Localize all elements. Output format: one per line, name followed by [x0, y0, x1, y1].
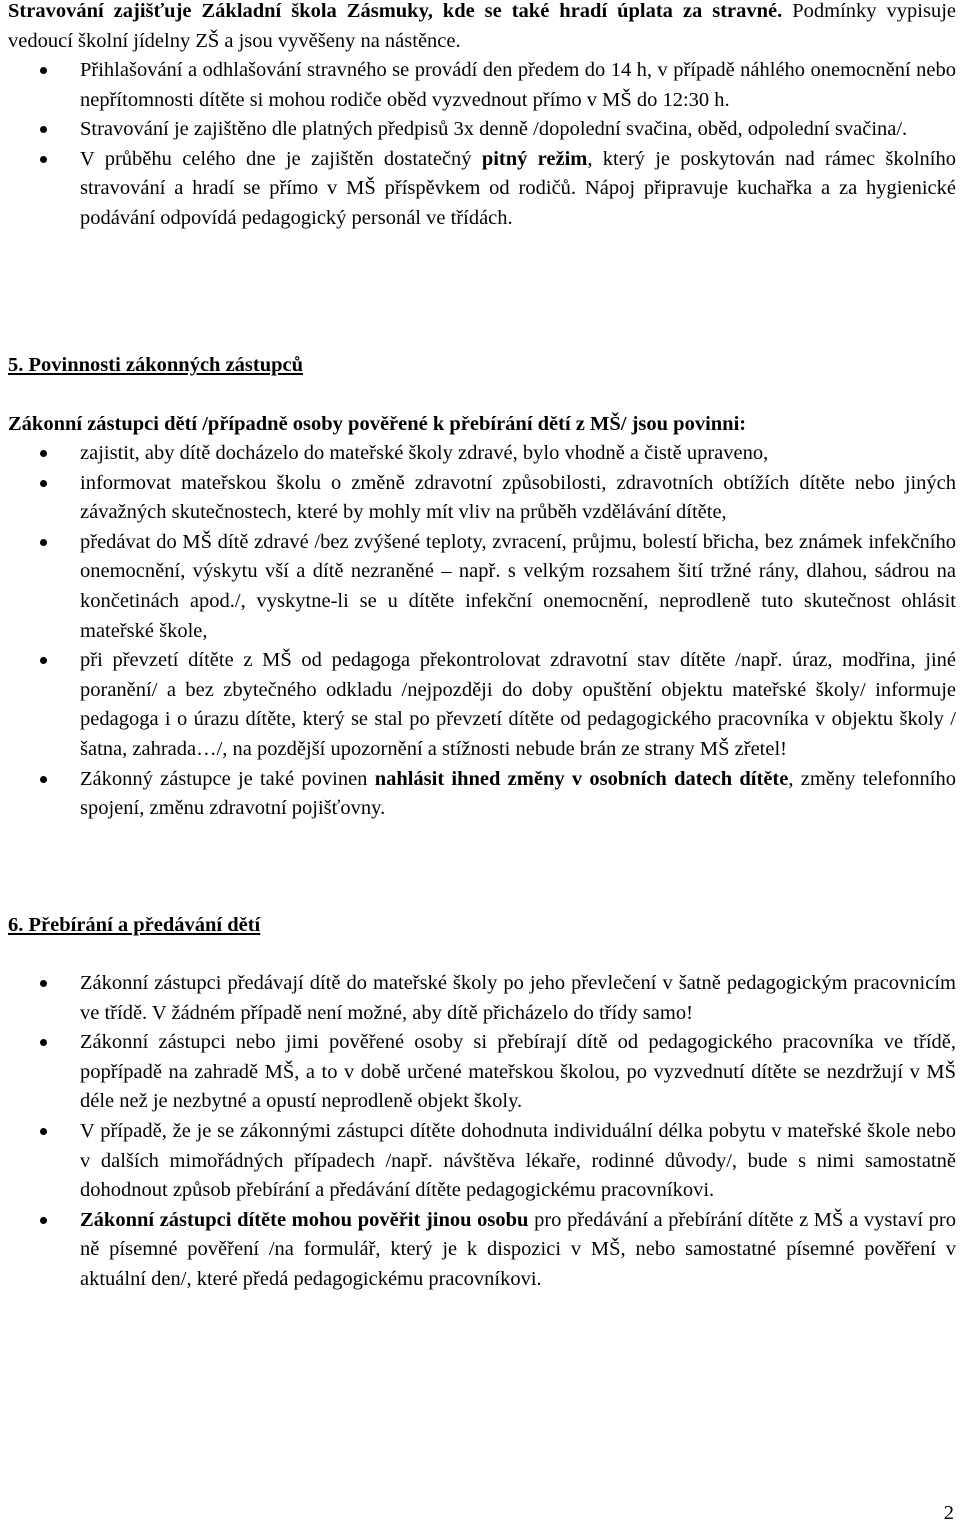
bullet-icon [40, 480, 47, 487]
drinking-regime-bold: pitný režim [481, 147, 588, 170]
bullet-icon [40, 156, 47, 163]
list-item: při převzetí dítěte z MŠ od pedagoga překontrolovat zdravotní stav dítěte /např. úraz, modřina, jiné poranění/ a bez zbytečného odkladu /nejpozději do doby opuštění objektu mateřské školy/ informuje pedagoga i o úrazu dítěte, který se stal po převzetí dítěte od pedagogického pracovníka v objektu školy /šatna, zahrada…/, na pozdější upozornění a stížnosti nebude brán ze strany MŠ zřetel! [8, 646, 956, 764]
bullet-icon [40, 450, 47, 457]
intro-normal-text: Podmínky vypisuje vedoucí školní jídelny ZŠ a jsou vyvěšeny na nástěnce. [8, 0, 957, 52]
bullet-icon [40, 67, 47, 74]
list-item: Zákonní zástupci dítěte mohou pověřit jinou osobu pro předávání a přebírání dítěte z MŠ a vystaví pro ně písemné pověření /na formulář, který je k dispozici v MŠ, nebo samostatné písemné pověření v aktuální den/, které předá pedagogickému pracovníkovi. [8, 1206, 956, 1295]
authorize-person-bold: Zákonní zástupci dítěte mohou pověřit jinou osobu [80, 1208, 529, 1231]
bullet-icon [40, 1217, 47, 1224]
list-item: Stravování je zajištěno dle platných předpisů 3x denně /dopolední svačina, oběd, odpolední svačina/. [8, 115, 956, 145]
report-changes-bold: nahlásit ihned změny v osobních datech dítěte [374, 767, 789, 790]
intro-paragraph [8, 0, 956, 56]
intro-bold-text: Stravování zajišťuje Základní škola Zásmuky, kde se také hradí úplata za stravné. [8, 0, 783, 22]
list-item: předávat do MŠ dítě zdravé /bez zvýšené teploty, zvracení, průjmu, bolestí břicha, bez známek infekčního onemocnění, výskytu vší a dítě nezraněné – např. s velkým rozsahem šití tržné rány, dlahou, sádrou na končetinách apod./, vyskytne-li se u dítěte infekční onemocnění, neprodleně tuto skutečnost ohlásit mateřské škole, [8, 528, 956, 646]
list-item: V případě, že je se zákonnými zástupci dítěte dohodnuta individuální délka pobytu v mateřské škole nebo v dalších mimořádných případech /např. návštěva lékaře, rodinné důvody/, bude s nimi samostatně dohodnout způsob přebírání a předávání dítěte pedagogickému pracovníkovi. [8, 1117, 956, 1206]
list-item: Přihlašování a odhlašování stravného se provádí den předem do 14 h, v případě náhlého onemocnění nebo nepřítomnosti dítěte si mohou rodiče oběd vyzvednout přímo v MŠ do 12:30 h. [8, 56, 956, 115]
list-item: Zákonní zástupci předávají dítě do mateřské školy po jeho převlečení v šatně pedagogickým pracovnicím ve třídě. V žádném případě není možné, aby dítě přicházelo do třídy samo! [8, 969, 956, 1028]
list-item: zajistit, aby dítě docházelo do mateřské školy zdravé, bylo vhodně a čistě upraveno, [8, 439, 956, 469]
bullet-icon [40, 1128, 47, 1135]
section-5-heading: 5. Povinnosti zákonných zástupců [8, 354, 304, 376]
list-item: Zákonný zástupce je také povinen nahlásit ihned změny v osobních datech dítěte, změny telefonního spojení, změnu zdravotní pojišťovny. [8, 765, 956, 824]
section-6-heading: 6. Přebírání a předávání dětí [8, 914, 261, 936]
section-5-subheading: Zákonní zástupci dětí /případně osoby pověřené k přebírání dětí z MŠ/ jsou povinni: [8, 413, 747, 435]
section-5-list [8, 439, 956, 824]
list-item: informovat mateřskou školu o změně zdravotní způsobilosti, zdravotních obtížích dítěte nebo jiných závažných skutečnostech, které by mohly mít vliv na průběh vzdělávání dítěte, [8, 469, 956, 528]
bullet-icon [40, 126, 47, 133]
catering-list [8, 56, 956, 234]
bullet-icon [40, 980, 47, 987]
bullet-icon [40, 539, 47, 546]
list-item: Zákonní zástupci nebo jimi pověřené osoby si přebírají dítě od pedagogického pracovníka ve třídě, popřípadě na zahradě MŠ, a to v době určené mateřskou školou, po vyzvednutí dítěte se nezdržují v MŠ déle než je nezbytné a opustí neprodleně objekt školy. [8, 1028, 956, 1117]
bullet-icon [40, 657, 47, 664]
section-6-list [8, 969, 956, 1295]
list-item: V průběhu celého dne je zajištěn dostatečný pitný režim, který je poskytován nad rámec školního stravování a hradí se přímo v MŠ příspěvkem od rodičů. Nápoj připravuje kuchařka a za hygienické podávání odpovídá pedagogický personál ve třídách. [8, 145, 956, 234]
page-number: 2 [943, 1502, 954, 1524]
bullet-icon [40, 1039, 47, 1046]
bullet-icon [40, 776, 47, 783]
